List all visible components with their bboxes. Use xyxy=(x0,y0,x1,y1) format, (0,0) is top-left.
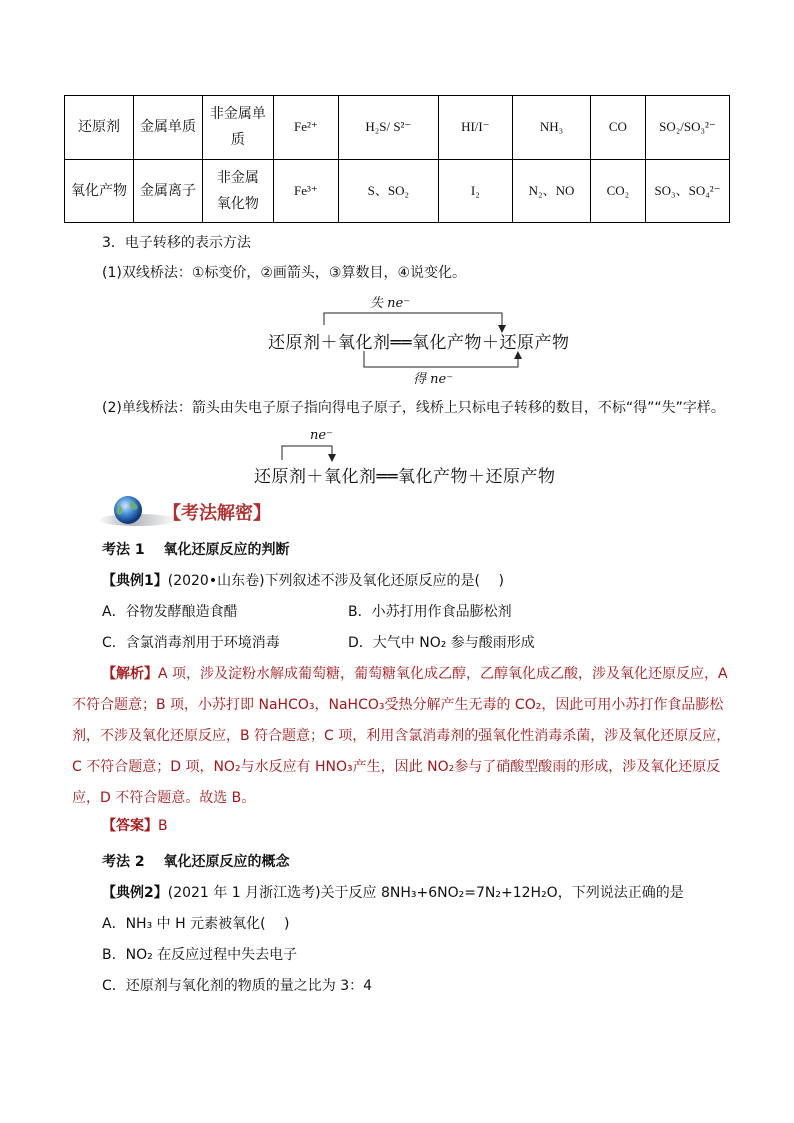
option-c: C．含氯消毒剂用于环境消毒 xyxy=(102,635,280,651)
answer-line xyxy=(102,816,168,836)
table-cell: 氧化产物 xyxy=(65,159,134,223)
table-row xyxy=(65,159,730,223)
table-cell: I₂ xyxy=(438,159,513,223)
table-cell: S、SO₂ xyxy=(339,159,438,223)
option-a: A．谷物发酵酿造食醋 xyxy=(102,604,238,620)
table-cell: CO₂ xyxy=(590,159,645,223)
table-cell: Fe³⁺ xyxy=(273,159,338,223)
table-cell: 非金属单 质 xyxy=(203,96,274,160)
option-b: B．小苏打用作食品膨松剂 xyxy=(348,604,512,620)
table-row xyxy=(65,96,730,160)
option2-c: C．还原剂与氧化剂的物质的量之比为 3：4 xyxy=(102,978,373,994)
table-cell: 还原剂 xyxy=(65,96,134,160)
option2-b: B．NO₂ 在反应过程中失去电子 xyxy=(102,947,298,963)
single-line-method-text: (2)单线桥法：箭头由失电子原子指向得电子原子，线桥上只标电子转移的数目，不标“得”“失”字样。 xyxy=(102,400,725,416)
example1-text: (2020•山东卷)下列叙述不涉及氧化还原反应的是( ) xyxy=(167,573,504,589)
example1 xyxy=(102,571,504,591)
table-cell: SO₂/SO₃²⁻ xyxy=(645,96,729,160)
table-cell: H₂S/ S²⁻ xyxy=(339,96,438,160)
table-cell: 非金属 氧化物 xyxy=(203,159,274,223)
electron-gain-label: 得 ne⁻ xyxy=(413,372,454,387)
double-line-method-text: (1)双线桥法：①标变价，②画箭头，③算数目，④说变化。 xyxy=(102,265,467,281)
analysis-tag: 【解析】 xyxy=(102,666,158,682)
example1-tag: 【典例1】 xyxy=(102,573,168,589)
table-cell: HI/I⁻ xyxy=(438,96,513,160)
table-cell: 金属离子 xyxy=(134,159,203,223)
table-cell: Fe²⁺ xyxy=(273,96,338,160)
table-cell: 金属单质 xyxy=(134,96,203,160)
answer-value: B xyxy=(158,818,168,834)
option2-a: A．NH₃ 中 H 元素被氧化( ) xyxy=(102,916,290,932)
table-cell: NH₃ xyxy=(513,96,591,160)
electron-loss-label: 失 ne⁻ xyxy=(370,296,411,311)
table-cell: SO₃、SO₄²⁻ xyxy=(645,159,729,223)
example2-tag: 【典例2】 xyxy=(102,885,168,901)
analysis-paragraph xyxy=(72,659,732,814)
table-cell: N₂、NO xyxy=(513,159,591,223)
option-d: D．大气中 NO₂ 参与酸雨形成 xyxy=(348,635,535,651)
banner-title: 【考法解密】 xyxy=(163,503,271,524)
section-heading: 3．电子转移的表示方法 xyxy=(102,235,251,251)
equation-double: 还原剂＋氧化剂══氧化产物＋还原产物 xyxy=(268,333,570,353)
equation-single: 还原剂＋氧化剂══氧化产物＋还原产物 xyxy=(254,467,556,487)
analysis-text: A 项，涉及淀粉水解成葡萄糖，葡萄糖氧化成乙醇，乙醇氧化成乙酸，涉及氧化还原反应，A 不符合题意；B 项，小苏打即 NaHCO₃，NaHCO₃受热分解产生无毒的 CO₂，因此可用小苏打作食品膨松剂，不涉及氧化还原反应，B 符合题意；C 项，利用含氯消毒剂的强氧化性消毒杀菌，涉及氧化还原反应，C 不符合题意；D 项，NO₂与水反应有 HNO₃产生，因此 NO₂参与了硝酸型酸雨的形成，涉及氧化还原反应，D 不符合题意。故选 B。 xyxy=(72,666,731,806)
example2 xyxy=(102,883,684,903)
answer-tag: 【答案】 xyxy=(102,818,158,834)
redox-table xyxy=(64,95,730,223)
example2-text: (2021 年 1 月浙江选考)关于反应 8NH₃+6NO₂=7N₂+12H₂O，下列说法正确的是 xyxy=(167,885,684,901)
method1-heading: 考法 1 氧化还原反应的判断 xyxy=(102,542,290,558)
electron-count-label: ne⁻ xyxy=(310,428,333,443)
method2-heading: 考法 2 氧化还原反应的概念 xyxy=(102,854,290,870)
table-cell: CO xyxy=(590,96,645,160)
